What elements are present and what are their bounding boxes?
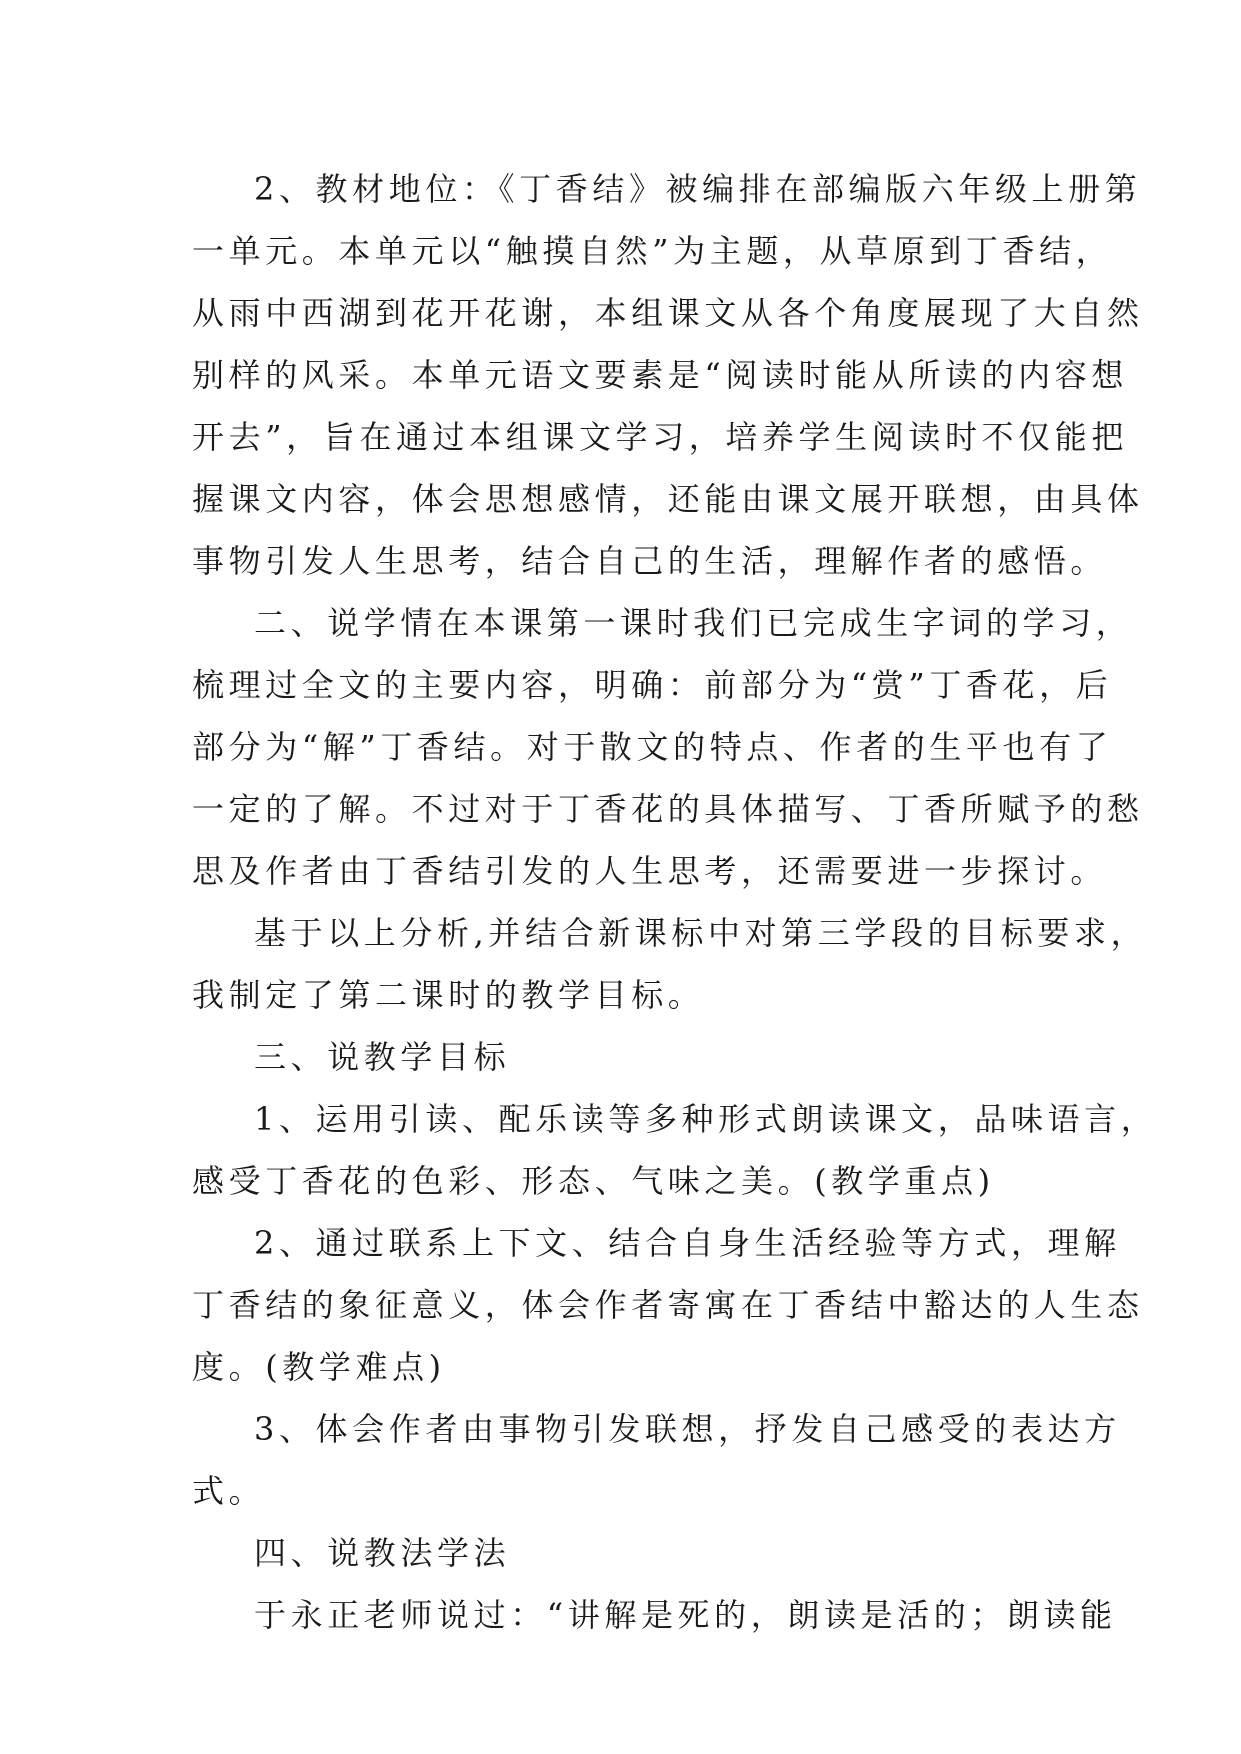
document-page [192, 158, 1158, 1646]
text-line: 2、通过联系上下文、结合自身生活经验等方式，理解 [254, 1224, 1121, 1262]
text-line: 基于以上分析,并结合新课标中对第三学段的目标要求， [254, 914, 1148, 952]
text-line: 事物引发人生思考，结合自己的生活，理解作者的感悟。 [192, 542, 1108, 580]
text-line: 3、体会作者由事物引发联想，抒发自己感受的表达方 [254, 1410, 1121, 1448]
text-line: 我制定了第二课时的教学目标。 [192, 976, 705, 1014]
text-line: 二、说学情在本课第一课时我们已完成生字词的学习， [254, 604, 1133, 642]
section-heading: 三、说教学目标 [254, 1038, 511, 1076]
text-line: 1、运用引读、配乐读等多种形式朗读课文，品味语言， [254, 1100, 1158, 1138]
text-line: 式。 [192, 1472, 266, 1510]
text-line: 于永正老师说过：“讲解是死的，朗读是活的；朗读能 [254, 1596, 1117, 1634]
text-line: 别样的风采。本单元语文要素是“阅读时能从所读的内容想 [192, 356, 1128, 394]
text-line: 丁香结的象征意义，体会作者寄寓在丁香结中豁达的人生态 [192, 1286, 1144, 1324]
text-line: 思及作者由丁香结引发的人生思考，还需要进一步探讨。 [192, 852, 1108, 890]
text-line: 一定的了解。不过对于丁香花的具体描写、丁香所赋予的愁 [192, 790, 1144, 828]
text-line: 开去”，旨在通过本组课文学习，培养学生阅读时不仅能把 [192, 418, 1128, 456]
text-line: 一单元。本单元以“触摸自然”为主题，从草原到丁香结， [192, 232, 1113, 270]
text-line: 部分为“解”丁香结。对于散文的特点、作者的生平也有了 [192, 728, 1113, 766]
text-line: 握课文内容，体会思想感情，还能由课文展开联想，由具体 [192, 480, 1144, 518]
text-line: 2、教材地位：《丁香结》被编排在部编版六年级上册第 [254, 170, 1142, 208]
text-line: 梳理过全文的主要内容，明确：前部分为“赏”丁香花，后 [192, 666, 1113, 704]
text-line: 从雨中西湖到花开花谢，本组课文从各个角度展现了大自然 [192, 294, 1144, 332]
text-line: 度。(教学难点) [192, 1348, 446, 1386]
section-heading: 四、说教法学法 [254, 1534, 511, 1572]
text-line: 感受丁香花的色彩、形态、气味之美。(教学重点) [192, 1162, 995, 1200]
